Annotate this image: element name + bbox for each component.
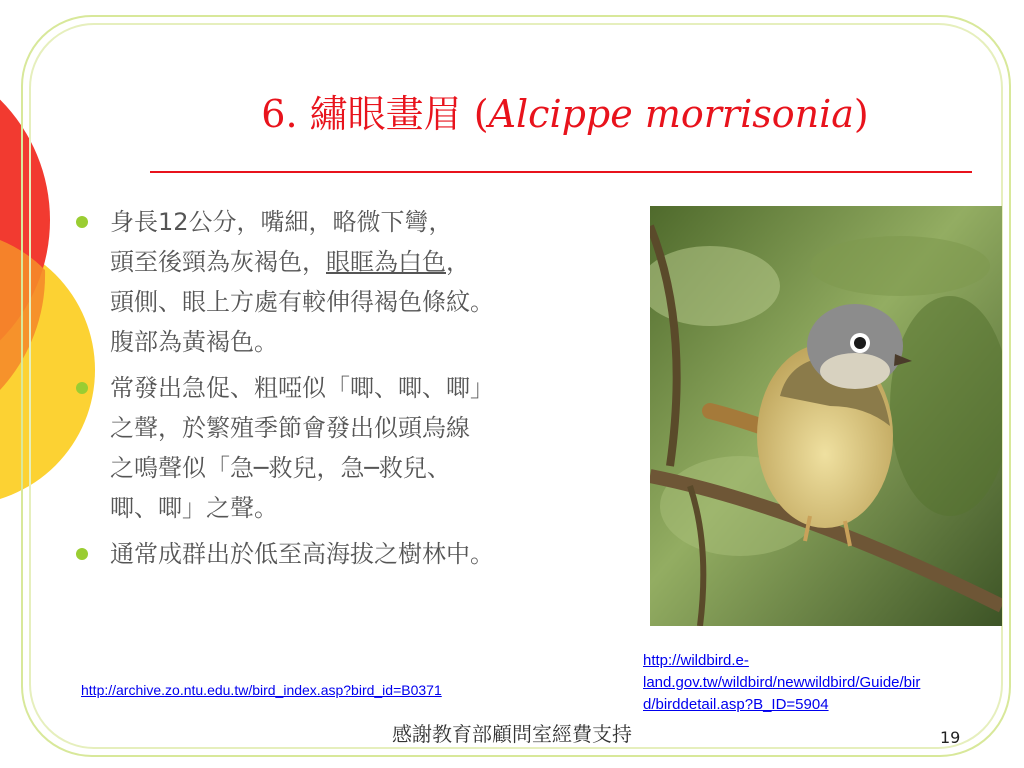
bullet-line: 頭側、眼上方處有較伸得褐色條紋。	[110, 288, 494, 316]
bullet-item-description	[72, 202, 652, 362]
bullet-line	[110, 242, 652, 282]
bullet-line: 身長12公分，嘴細，略微下彎，	[110, 208, 453, 236]
wildbird-source-link[interactable]	[643, 650, 1013, 716]
bullet-item-call	[72, 368, 652, 528]
link-line: land.gov.tw/wildbird/newwildbird/Guide/bir	[643, 674, 921, 691]
bullet-line: 常發出急促、粗啞似「唧、唧、唧」	[110, 374, 494, 402]
bullet-line: 之聲，於繁殖季節會發出似頭烏線	[110, 414, 470, 442]
bullet-list	[72, 202, 652, 580]
bullet-dot-icon	[76, 216, 88, 228]
link-line: d/birddetail.asp?B_ID=5904	[643, 696, 829, 713]
page-number: 19	[940, 728, 961, 747]
bullet-line: 之鳴聲似「急─救兒，急─救兒、	[110, 454, 451, 482]
bullet-line: 腹部為黃褐色。	[110, 328, 278, 356]
bullet-item-habitat	[72, 534, 652, 574]
footer-acknowledgement: 感謝教育部顧問室經費支持	[392, 722, 632, 746]
bullet-text: ，	[446, 248, 470, 276]
bullet-text: 頭至後頸為灰褐色，	[110, 248, 326, 276]
bird-photo	[650, 206, 1002, 626]
title-underline-rule	[150, 171, 972, 173]
archive-source-link[interactable]: http://archive.zo.ntu.edu.tw/bird_index.asp?bird_id=B0371	[81, 682, 442, 698]
bullet-line: 唧、唧」之聲。	[110, 494, 278, 522]
title-number: 6.	[261, 92, 298, 136]
title-close-paren: )	[853, 92, 869, 136]
title-latin-name: Alcippe morrisonia	[488, 92, 854, 136]
slide-title	[150, 92, 980, 138]
bullet-dot-icon	[76, 548, 88, 560]
title-open-paren: (	[473, 92, 489, 136]
title-chinese-name: 繡眼畫眉	[309, 92, 462, 136]
bullet-dot-icon	[76, 382, 88, 394]
bullet-line: 通常成群出於低至高海拔之樹林中。	[110, 540, 494, 568]
underlined-text: 眼眶為白色	[326, 248, 446, 276]
link-line: http://wildbird.e-	[643, 652, 749, 669]
